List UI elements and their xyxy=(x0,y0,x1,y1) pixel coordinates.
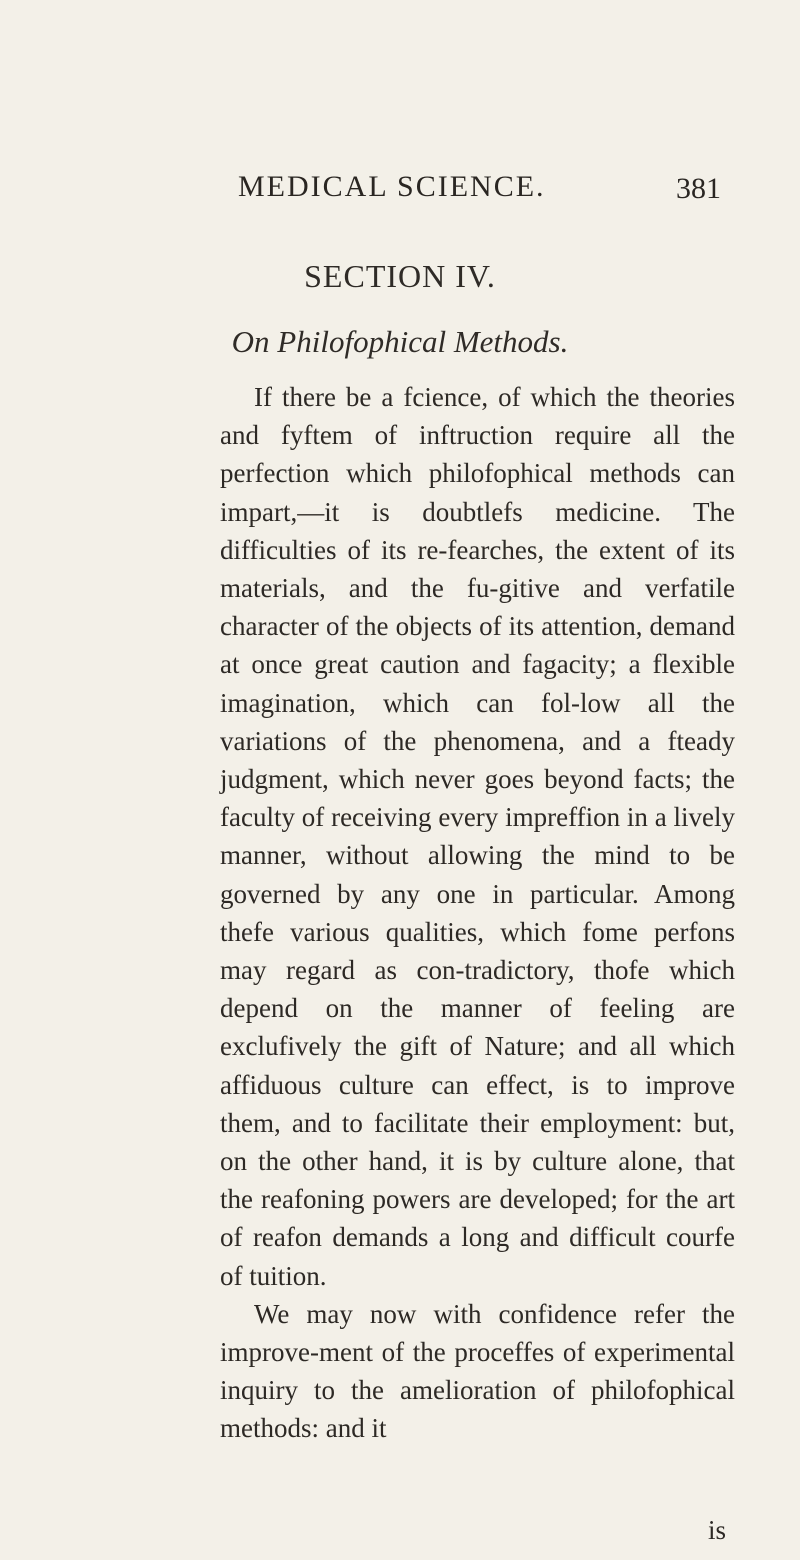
catchword: is xyxy=(708,1515,727,1545)
section-heading: SECTION IV. xyxy=(304,258,496,294)
paragraph-1: If there be a fcience, of which the theories and fyftem of inftruction require all the perfection which philofophical methods can impart,—it is doubtlefs medicine. The difficulties of its re-fearches, the extent of its materials, and the fu-gitive and verfatile character of the objects of its attention, demand at once great caution and fagacity; a flexible imagination, which can fol-low all the variations of the phenomena, and a fteady judgment, which never goes beyond facts; the faculty of receiving every impreffion in a lively manner, without allowing the mind to be governed by any one in particular. Among thefe various qualities, which fome perfons may regard as con-tradictory, thofe which depend on the manner of feeling are exclufively the gift of Nature; and all which affiduous culture can effect, is to improve them, and to facilitate their employment: but, on the other hand, it is by culture alone, that the reafoning powers are developed; for the art of reafon demands a long and difficult courfe of tuition. xyxy=(220,382,735,1291)
section-subtitle: On Philofophical Methods. xyxy=(231,324,569,359)
paragraph-2: We may now with confidence refer the improve-ment of the proceffes of experimental inquiry to the amelioration of philofophical methods: and it xyxy=(220,1298,735,1444)
page-number: 381 xyxy=(676,172,721,205)
running-head xyxy=(0,170,800,210)
running-title: MEDICAL SCIENCE. xyxy=(238,170,546,203)
body-text xyxy=(220,378,735,1448)
